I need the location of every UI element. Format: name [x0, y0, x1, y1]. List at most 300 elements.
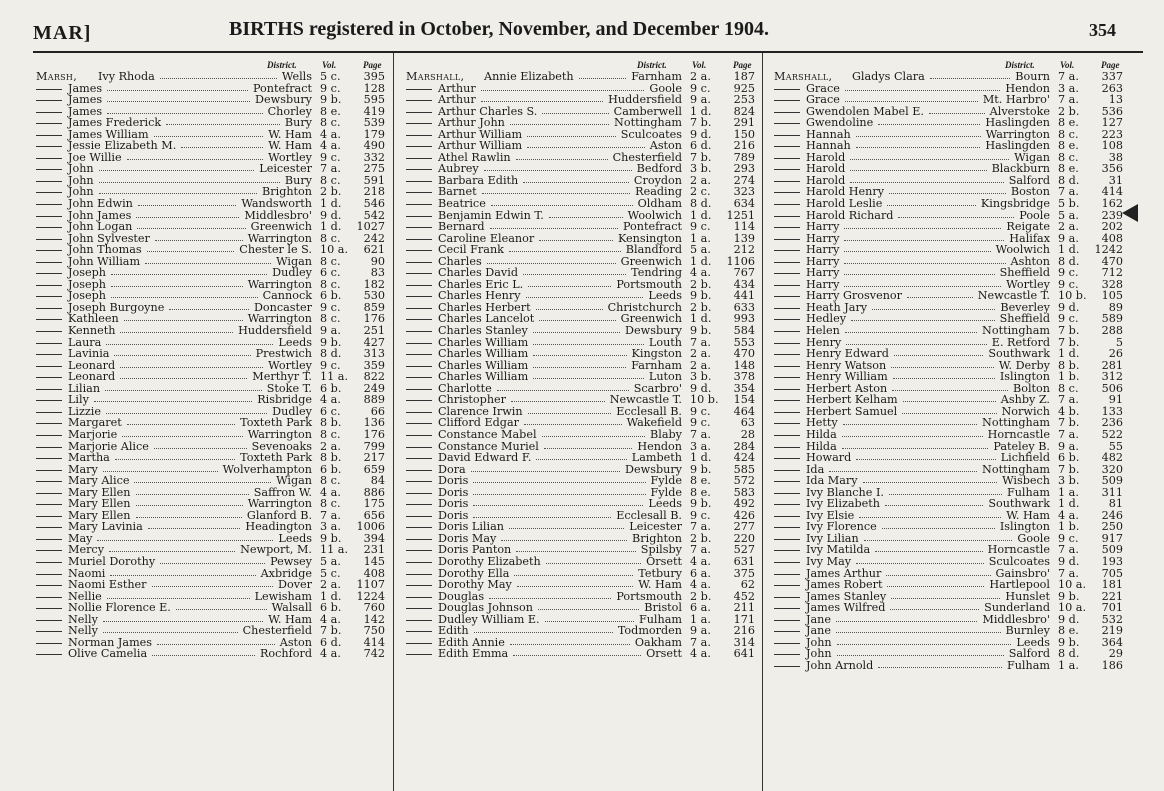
- leader-dots: [844, 251, 991, 252]
- district: Leeds: [278, 335, 312, 349]
- register-entry: [406, 429, 755, 441]
- leader-dots: [850, 159, 1009, 160]
- ditto-dash: [774, 192, 800, 193]
- ditto-dash: [406, 250, 432, 251]
- volume: 1 d.: [690, 312, 712, 326]
- given-names: Marjorie Alice: [68, 439, 149, 453]
- volume: 8 c.: [320, 173, 341, 187]
- district: Headington: [245, 520, 312, 534]
- volume: 5 a.: [320, 554, 341, 568]
- page-ref: 591: [363, 173, 385, 187]
- district: Dewsbury: [255, 93, 312, 107]
- district: Islington: [999, 520, 1050, 534]
- ditto-dash: [36, 516, 62, 517]
- page-ref: 572: [733, 474, 755, 488]
- page-ref: 179: [363, 127, 385, 141]
- district: Bury: [284, 116, 312, 130]
- given-names: Joseph Burgoyne: [68, 300, 165, 314]
- ditto-dash: [406, 527, 432, 528]
- leader-dots: [516, 551, 636, 552]
- page-ref: 470: [733, 347, 755, 361]
- column-header-page: Page: [363, 60, 382, 70]
- ditto-dash: [36, 597, 62, 598]
- given-names: Charles David: [438, 266, 518, 280]
- district: Warrington: [247, 312, 312, 326]
- volume: 11 a.: [320, 370, 349, 384]
- volume: 9 c.: [1058, 277, 1079, 291]
- register-entry: [774, 475, 1123, 487]
- leader-dots: [122, 436, 243, 437]
- volume: 2 a.: [320, 578, 341, 592]
- given-names: Harry: [806, 277, 840, 291]
- given-names: Jane: [806, 612, 831, 626]
- district: Poole: [1019, 208, 1050, 222]
- volume: 9 d.: [690, 381, 712, 395]
- district: Reading: [635, 185, 682, 199]
- page-ref: 142: [363, 612, 385, 626]
- ditto-dash: [774, 412, 800, 413]
- ditto-dash: [36, 435, 62, 436]
- leader-dots: [907, 297, 973, 298]
- column-header-district: District.: [637, 60, 667, 70]
- volume: 7 b.: [1058, 324, 1080, 338]
- leader-dots: [509, 528, 624, 529]
- volume: 9 c.: [1058, 312, 1079, 326]
- page-ref: 1006: [356, 520, 385, 534]
- district: Wandsworth: [241, 197, 312, 211]
- leader-dots: [166, 124, 280, 125]
- leader-dots: [837, 655, 1004, 656]
- page-ref: 395: [363, 70, 385, 83]
- leader-dots: [533, 332, 620, 333]
- volume: 1 a.: [1058, 485, 1079, 499]
- register-entry: [36, 348, 385, 360]
- volume: 9 b.: [1058, 589, 1080, 603]
- district: Christchurch: [607, 300, 682, 314]
- volume: 4 a.: [1058, 508, 1079, 522]
- page-ref: 886: [363, 485, 385, 499]
- leader-dots: [845, 101, 978, 102]
- volume: 8 e.: [1058, 624, 1079, 638]
- leader-dots: [473, 505, 643, 506]
- ditto-dash: [36, 285, 62, 286]
- district: Dudley: [272, 404, 312, 418]
- page-ref: 31: [1108, 173, 1123, 187]
- page-ref: 175: [363, 497, 385, 511]
- ditto-dash: [36, 585, 62, 586]
- district: Leeds: [648, 497, 682, 511]
- ditto-dash: [36, 631, 62, 632]
- ditto-dash: [406, 135, 432, 136]
- register-entry: [774, 71, 1123, 83]
- given-names: Ida Mary: [806, 474, 858, 488]
- leader-dots: [542, 113, 609, 114]
- volume: 7 a.: [1058, 543, 1079, 557]
- given-names: Norman James: [68, 635, 153, 649]
- register-entry: [36, 602, 385, 614]
- given-names: Martha: [68, 451, 110, 465]
- given-names: Ivy May: [806, 554, 852, 568]
- volume: 2 b.: [690, 589, 712, 603]
- leader-dots: [526, 297, 643, 298]
- ditto-dash: [36, 389, 62, 390]
- district: Blaby: [650, 427, 682, 441]
- volume: 9 c.: [690, 220, 711, 234]
- ditto-dash: [774, 400, 800, 401]
- given-names: Mary Ellen: [68, 508, 131, 522]
- district: Leicester: [259, 162, 312, 176]
- district: Doncaster: [253, 300, 312, 314]
- register-entry: [406, 221, 755, 233]
- register-entry: [774, 452, 1123, 464]
- district: Sculcoates: [988, 554, 1050, 568]
- volume: 6 d.: [690, 139, 712, 153]
- given-names: Doris: [438, 497, 469, 511]
- leader-dots: [136, 517, 242, 518]
- district: Prestwich: [255, 347, 312, 361]
- district: Farnham: [631, 358, 682, 372]
- leader-dots: [487, 263, 616, 264]
- volume: 7 a.: [1058, 185, 1079, 199]
- surname: Marshall,: [406, 70, 465, 83]
- register-entry: [36, 556, 385, 568]
- page-ref: 767: [733, 266, 755, 280]
- page-ref: 536: [1101, 104, 1123, 118]
- volume: 9 c.: [320, 81, 341, 95]
- leader-dots: [542, 436, 645, 437]
- leader-dots: [844, 228, 1001, 229]
- leader-dots: [136, 505, 243, 506]
- district: Woolwich: [995, 243, 1050, 257]
- district: Bedford: [636, 162, 682, 176]
- leader-dots: [473, 517, 611, 518]
- volume: 9 a.: [690, 624, 711, 638]
- ditto-dash: [36, 574, 62, 575]
- given-names: Annie Elizabeth: [484, 70, 574, 83]
- district: W. Ham: [268, 127, 312, 141]
- page-ref: 705: [1101, 566, 1123, 580]
- page-ref: 585: [733, 462, 755, 476]
- leader-dots: [473, 494, 646, 495]
- page-ref: 712: [1101, 266, 1123, 280]
- district: Oldham: [637, 197, 682, 211]
- given-names: Henry Watson: [806, 358, 887, 372]
- leader-dots: [528, 286, 611, 287]
- given-names: John James: [68, 208, 132, 222]
- district: Luton: [648, 370, 682, 384]
- leader-dots: [889, 494, 1002, 495]
- ditto-dash: [406, 285, 432, 286]
- volume: 9 b.: [690, 497, 712, 511]
- volume: 3 a.: [1058, 81, 1079, 95]
- register-entry: [406, 117, 755, 129]
- ditto-dash: [774, 643, 800, 644]
- leader-dots: [524, 424, 622, 425]
- ditto-dash: [406, 216, 432, 217]
- given-names: Ivy Matilda: [806, 543, 871, 557]
- volume: 4 a.: [320, 139, 341, 153]
- given-names: Margaret: [68, 416, 122, 430]
- district: Haslingden: [985, 116, 1050, 130]
- leader-dots: [484, 170, 632, 171]
- leader-dots: [544, 448, 632, 449]
- district: Newcastle T.: [977, 289, 1050, 303]
- volume: 8 c.: [320, 312, 341, 326]
- page-ref: 108: [1101, 139, 1123, 153]
- district: Haslingden: [985, 139, 1050, 153]
- district: Oakham: [634, 635, 682, 649]
- given-names: Harry: [806, 231, 840, 245]
- given-names: Joe Willie: [68, 150, 122, 164]
- given-names: Leonard: [68, 370, 116, 384]
- ditto-dash: [774, 539, 800, 540]
- register-entry: [406, 71, 755, 83]
- district: Huddersfield: [608, 93, 682, 107]
- ditto-dash: [36, 400, 62, 401]
- given-names: James: [68, 81, 103, 95]
- leader-dots: [115, 459, 235, 460]
- leader-dots: [859, 517, 1001, 518]
- page-ref: 193: [1101, 554, 1123, 568]
- district: Stoke T.: [266, 381, 312, 395]
- given-names: Lily: [68, 393, 89, 407]
- district: Norwich: [1001, 404, 1050, 418]
- given-names: Hilda: [806, 427, 837, 441]
- volume: 9 a.: [690, 93, 711, 107]
- ditto-dash: [406, 319, 432, 320]
- district: W. Ham: [268, 612, 312, 626]
- register-entry: [406, 198, 755, 210]
- given-names: David Edward F.: [438, 451, 532, 465]
- volume: 2 b.: [690, 300, 712, 314]
- ditto-dash: [774, 239, 800, 240]
- leader-dots: [837, 644, 1011, 645]
- leader-dots: [891, 598, 1000, 599]
- volume: 5 c.: [320, 566, 341, 580]
- district: Hendon: [637, 439, 682, 453]
- district: Pontefract: [252, 81, 312, 95]
- volume: 6 b.: [320, 289, 342, 303]
- ditto-dash: [36, 181, 62, 182]
- ditto-dash: [36, 504, 62, 505]
- ditto-dash: [774, 319, 800, 320]
- district: Wortley: [1006, 277, 1050, 291]
- given-names: Hilda: [806, 439, 837, 453]
- given-names: John: [806, 647, 832, 661]
- given-names: Aubrey: [438, 162, 479, 176]
- volume: 1 d.: [690, 254, 712, 268]
- given-names: Harold: [806, 173, 846, 187]
- ditto-dash: [36, 296, 62, 297]
- ditto-dash: [406, 585, 432, 586]
- district: Warrington: [247, 497, 312, 511]
- page-ref: 202: [1101, 220, 1123, 234]
- ditto-dash: [406, 169, 432, 170]
- given-names: John Arnold: [806, 658, 874, 672]
- district: Wisbech: [1002, 474, 1050, 488]
- volume: 7 b.: [690, 116, 712, 130]
- page-ref: 589: [1101, 312, 1123, 326]
- page-ref: 408: [1101, 231, 1123, 245]
- page-ref: 656: [363, 508, 385, 522]
- leader-dots: [850, 182, 1004, 183]
- ditto-dash: [774, 343, 800, 344]
- given-names: Barbara Edith: [438, 173, 519, 187]
- volume: 7 a.: [690, 335, 711, 349]
- page-ref: 223: [1101, 127, 1123, 141]
- given-names: Grace: [806, 93, 840, 107]
- district: Middlesbro': [982, 612, 1050, 626]
- given-names: Harold Richard: [806, 208, 894, 222]
- ditto-dash: [36, 620, 62, 621]
- page-ref: 634: [733, 197, 755, 211]
- leader-dots: [154, 448, 247, 449]
- district: Mt. Harbro': [982, 93, 1050, 107]
- ditto-dash: [36, 562, 62, 563]
- page-ref: 470: [1101, 254, 1123, 268]
- given-names: Jessie Elizabeth M.: [68, 139, 177, 153]
- ditto-dash: [406, 262, 432, 263]
- leader-dots: [845, 332, 977, 333]
- district: W. Ham: [638, 578, 682, 592]
- ditto-dash: [36, 539, 62, 540]
- district: Ashby Z.: [1000, 393, 1050, 407]
- given-names: Clifford Edgar: [438, 416, 519, 430]
- page-ref: 212: [733, 243, 755, 257]
- district: Kingsbridge: [980, 197, 1050, 211]
- ditto-dash: [774, 158, 800, 159]
- page-ref: 314: [733, 635, 755, 649]
- ditto-dash: [406, 158, 432, 159]
- volume: 2 c.: [690, 185, 711, 199]
- leader-dots: [157, 644, 275, 645]
- register-entry: [774, 429, 1123, 441]
- given-names: Nellie: [68, 589, 102, 603]
- leader-dots: [890, 609, 979, 610]
- ditto-dash: [406, 654, 432, 655]
- volume: 6 c.: [320, 404, 341, 418]
- given-names: Mary Lavinia: [68, 520, 143, 534]
- leader-dots: [898, 217, 1014, 218]
- page-ref: 242: [363, 231, 385, 245]
- volume: 9 c.: [1058, 266, 1079, 280]
- ditto-dash: [406, 366, 432, 367]
- volume: 2 b.: [1058, 104, 1080, 118]
- district: Dover: [278, 578, 312, 592]
- volume: 9 c.: [690, 404, 711, 418]
- given-names: Cecil Frank: [438, 243, 504, 257]
- leader-dots: [891, 367, 994, 368]
- district: Kingston: [631, 347, 682, 361]
- page-ref: 509: [1101, 543, 1123, 557]
- district: Walsall: [271, 601, 312, 615]
- ditto-dash: [774, 273, 800, 274]
- ditto-dash: [36, 262, 62, 263]
- given-names: Harold: [806, 162, 846, 176]
- ditto-dash: [774, 216, 800, 217]
- district: W. Ham: [1006, 508, 1050, 522]
- district: Rochford: [259, 647, 312, 661]
- leader-dots: [491, 205, 633, 206]
- column-header-vol: Vol.: [692, 60, 707, 70]
- leader-dots: [169, 309, 249, 310]
- given-names: Athel Rawlin: [438, 150, 511, 164]
- leader-dots: [894, 355, 983, 356]
- given-names: Hedley: [806, 312, 847, 326]
- volume: 1 d.: [320, 220, 342, 234]
- page-ref: 426: [733, 508, 755, 522]
- ditto-dash: [406, 435, 432, 436]
- ditto-dash: [774, 597, 800, 598]
- register-entry: [406, 94, 755, 106]
- district: Wigan: [276, 254, 312, 268]
- page-ref: 249: [363, 381, 385, 395]
- ditto-dash: [36, 146, 62, 147]
- district: Bury: [284, 173, 312, 187]
- given-names: John William: [68, 254, 141, 268]
- given-names: Heath Jary: [806, 300, 868, 314]
- column-header-vol: Vol.: [1060, 60, 1075, 70]
- volume: 9 b.: [320, 531, 342, 545]
- given-names: Arthur: [438, 81, 476, 95]
- page-ref: 789: [733, 150, 755, 164]
- district: W. Ham: [268, 139, 312, 153]
- leader-dots: [523, 182, 629, 183]
- volume: 8 d.: [690, 197, 712, 211]
- volume: 9 d.: [1058, 300, 1080, 314]
- leader-dots: [844, 263, 1006, 264]
- ditto-dash: [36, 308, 62, 309]
- district: Greenwich: [620, 254, 682, 268]
- given-names: Ivy Blanche I.: [806, 485, 884, 499]
- given-names: Charles Henry: [438, 289, 521, 303]
- ditto-dash: [774, 608, 800, 609]
- page-ref: 1106: [726, 254, 755, 268]
- volume: 9 d.: [690, 127, 712, 141]
- leader-dots: [471, 471, 620, 472]
- page-ref: 84: [370, 474, 385, 488]
- given-names: Mary: [68, 462, 98, 476]
- leader-dots: [474, 632, 613, 633]
- given-names: Helen: [806, 324, 840, 338]
- ditto-dash: [36, 192, 62, 193]
- leader-dots: [513, 655, 641, 656]
- leader-dots: [107, 113, 263, 114]
- ditto-dash: [774, 447, 800, 448]
- page-ref: 176: [363, 312, 385, 326]
- given-names: James Arthur: [806, 566, 882, 580]
- ditto-dash: [406, 89, 432, 90]
- given-names: Harold: [806, 150, 846, 164]
- given-names: Edith: [438, 624, 469, 638]
- ditto-dash: [36, 204, 62, 205]
- page-ref: 323: [733, 185, 755, 199]
- leader-dots: [842, 448, 988, 449]
- ditto-dash: [406, 389, 432, 390]
- given-names: Gladys Clara: [852, 70, 925, 83]
- district: Middlesbro': [244, 208, 312, 222]
- leader-dots: [127, 159, 263, 160]
- ditto-dash: [36, 423, 62, 424]
- ditto-dash: [406, 631, 432, 632]
- given-names: Muriel Dorothy: [68, 554, 156, 568]
- leader-dots: [111, 274, 267, 275]
- page-ref: 522: [1101, 427, 1123, 441]
- ditto-dash: [36, 273, 62, 274]
- given-names: Charles Eric L.: [438, 277, 524, 291]
- page-ref: 1242: [1094, 243, 1123, 257]
- leader-dots: [929, 113, 985, 114]
